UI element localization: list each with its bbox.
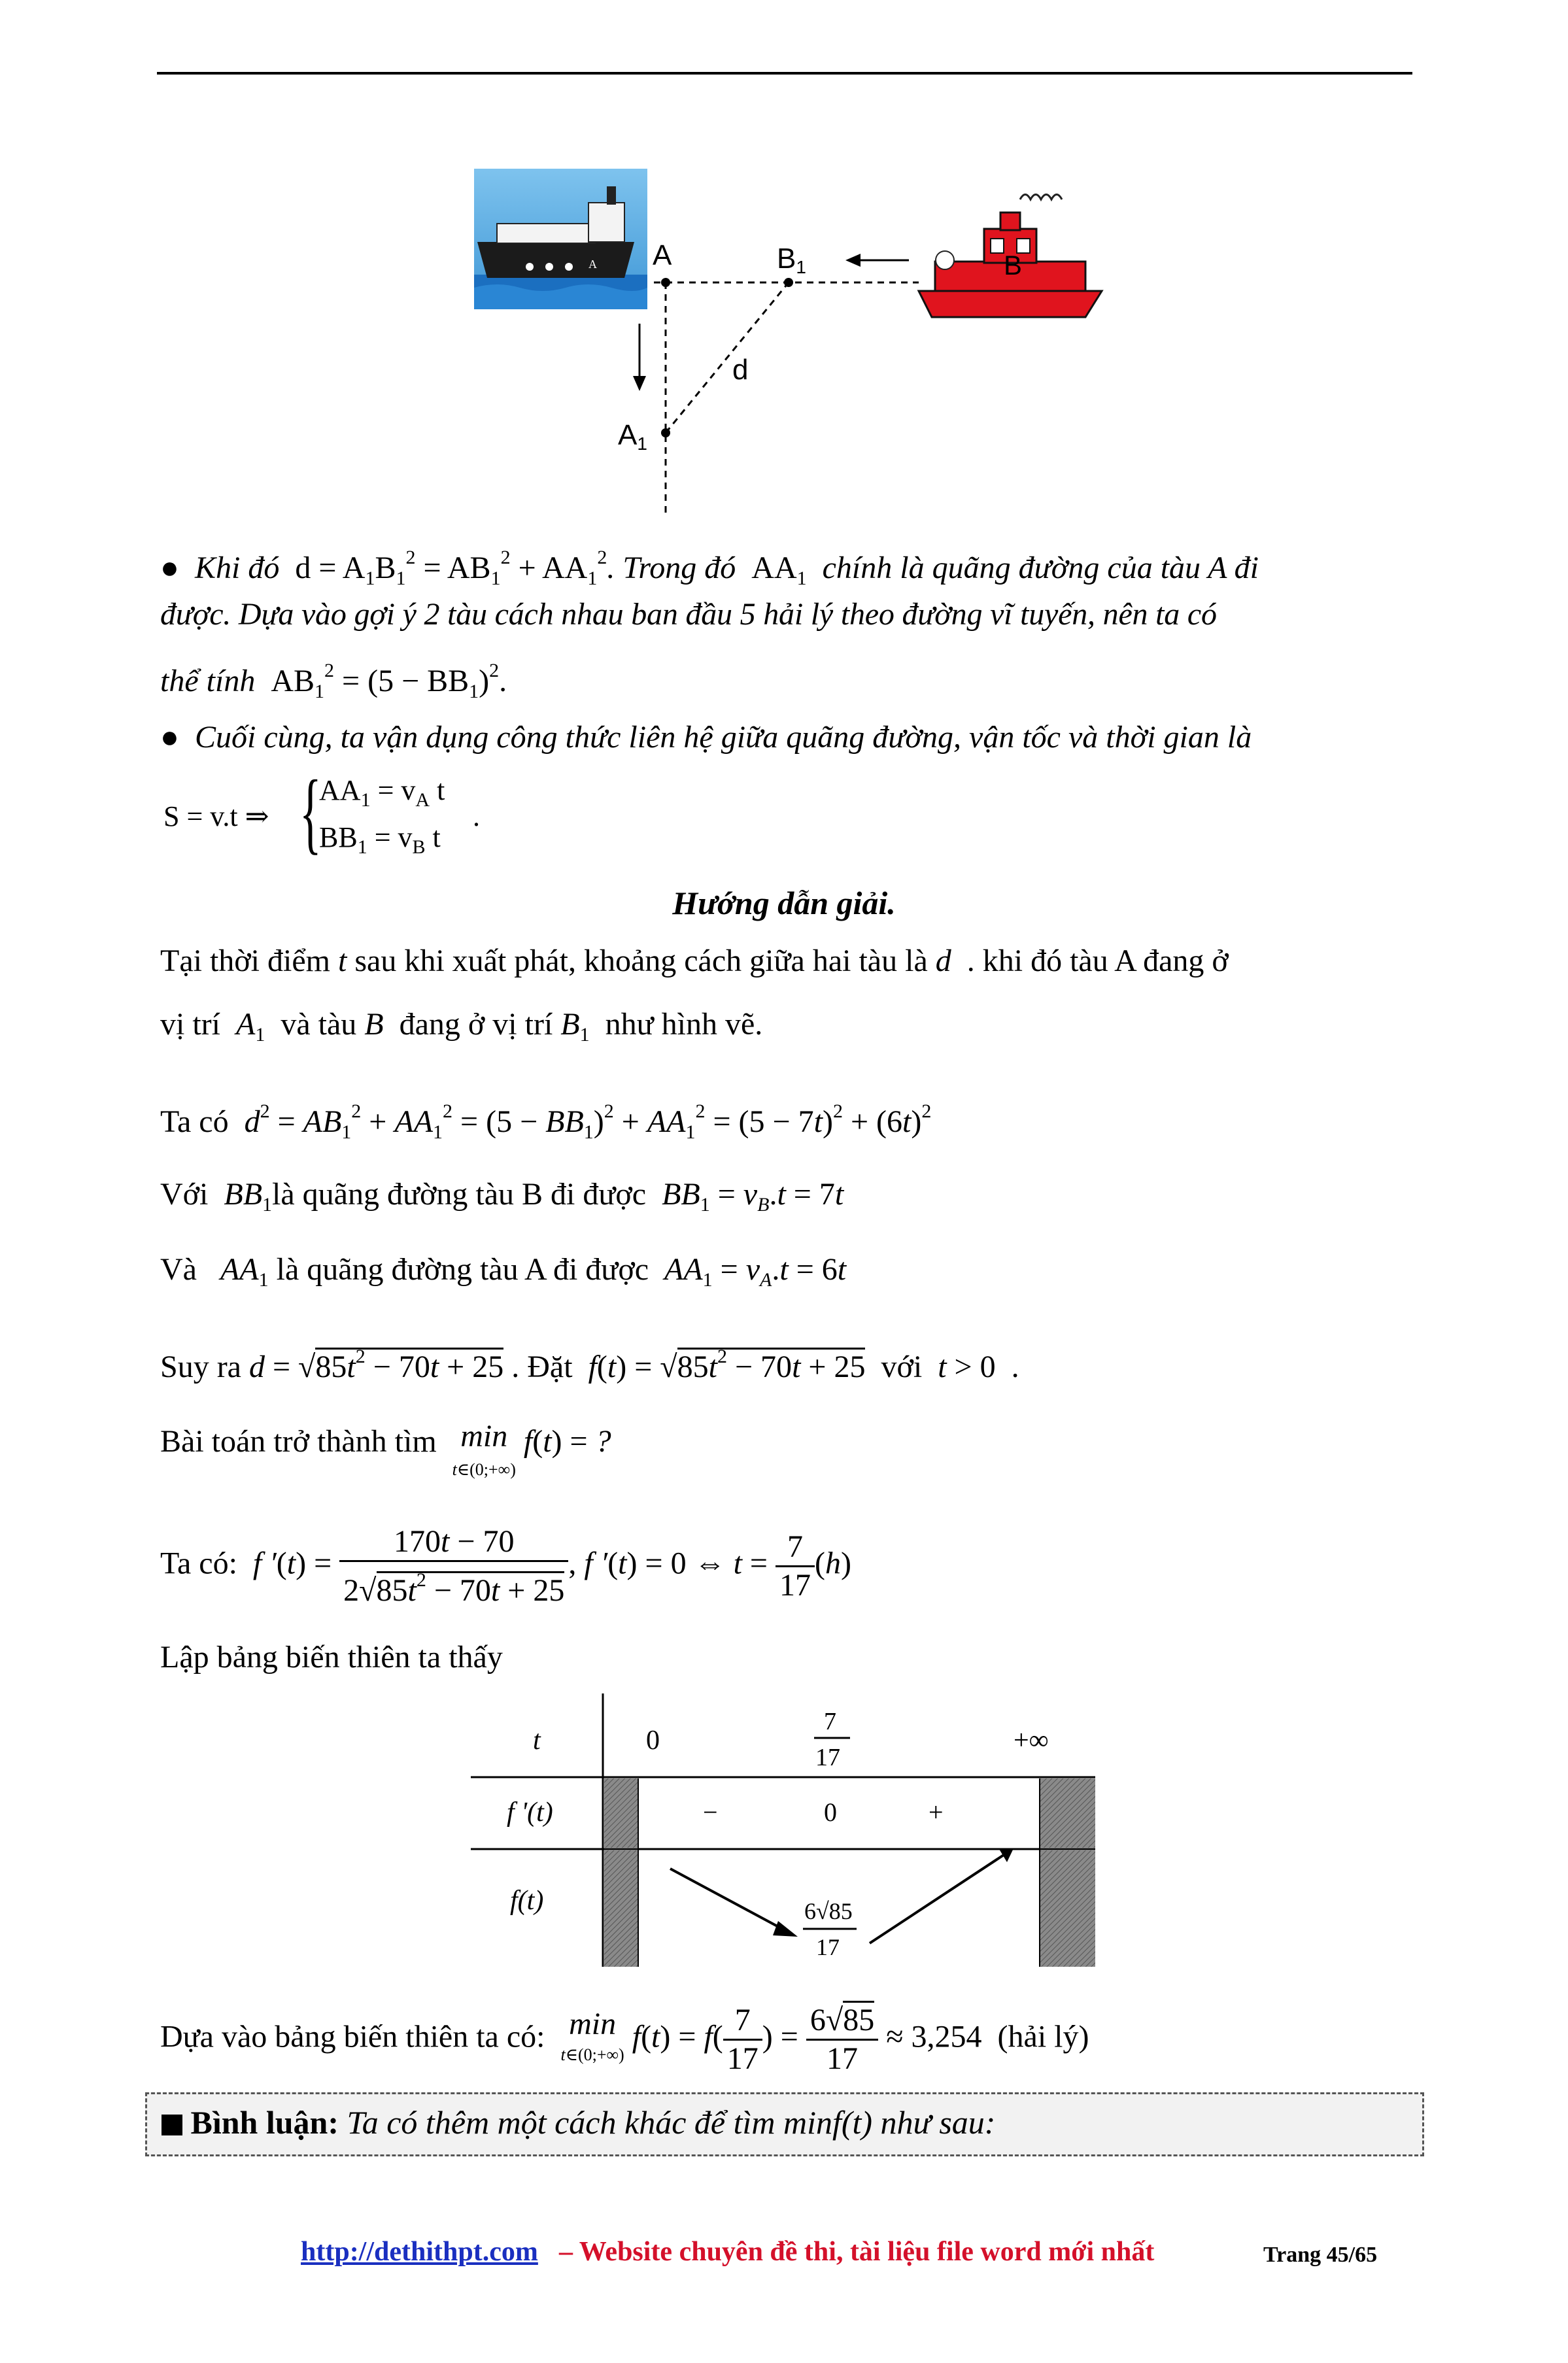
comment-box (145, 2092, 1424, 2156)
label-a1: A1 (618, 419, 647, 454)
para1-line1: ● Khi đó $d = A_1B_1^2 = AB_1^2 + AA_1^2$. Trong đó $AA_1$ chính là quãng đường của tàu A đi (160, 547, 1259, 589)
para1-line2: được. Dựa vào gợi ý 2 tàu cách nhau ban đầu 5 hải lý theo đường vĩ tuyến, nên ta có (160, 597, 1217, 632)
label-b: B (1004, 250, 1023, 280)
para2-line1: ● Cuối cùng, ta vận dụng công thức liên hệ giữa quãng đường, vận tốc và thời gian là (160, 720, 1252, 755)
page-number: Trang 45/65 (1263, 2243, 1378, 2267)
footer-text: – Website chuyên đề thi, tài liệu file word mới nhất (559, 2237, 1155, 2267)
row-label-fprime: f '(t) (507, 1797, 553, 1828)
sign-plus: + (929, 1797, 944, 1827)
sol-line6: Suy ra $d = √85t^2 - 70t + 25$ . Đặt $f(t) = √85t^2 - 70t + 25$ với t > 0 . (160, 1346, 1019, 1384)
min-value-den: 17 (816, 1934, 840, 1960)
row-label-t: t (533, 1726, 541, 1756)
sign-zero: 0 (824, 1797, 837, 1827)
ship-a-image (474, 169, 647, 309)
comment-label: Bình luận: (190, 2104, 339, 2141)
sol-line7: Bài toán trở thành tìm min t∈(0;+∞) f(t) = ? (160, 1419, 611, 1479)
sol-line1: Tại thời điểm t sau khi xuất phát, khoảng cách giữa hai tàu là d . khi đó tàu A đang ở (160, 944, 1229, 978)
label-b1: B1 (777, 243, 806, 277)
sol-line4: Với $BB_1là$ quãng đường tàu B đi được $BB_1 = v_B.t = 7t$ (160, 1177, 844, 1216)
para1-line3: thể tính $AB_1^2 = (5 - BB_1)^2$. (160, 660, 507, 702)
ship-a-letter: A (588, 258, 597, 271)
header-rule (157, 72, 1412, 75)
row-label-f: f(t) (510, 1886, 544, 1916)
footer-link[interactable]: http://dethithpt.com (301, 2237, 538, 2267)
variation-table (471, 1693, 1099, 1968)
sol-line8: Ta có: f ′(t) = $\frac{170t - 70}{2√85t^2 - 70t + 25}$ , f ′(t) = 0 ⇔ t = $\frac{7}{17}$ (h) (160, 1524, 851, 1608)
sol-line2: vị trí $A_1$ và tàu B đang ở vị trí $B_1$ như hình vẽ. (160, 1007, 763, 1046)
label-a: A (653, 239, 672, 271)
label-d: d (732, 354, 749, 386)
sign-minus: − (703, 1797, 718, 1827)
square-bullet-icon (162, 2115, 182, 2135)
ships-diagram (458, 163, 1112, 530)
t-infinity: +∞ (1014, 1726, 1049, 1756)
t-zero: 0 (646, 1726, 660, 1756)
sol-line5: Và $AA_1$ là quãng đường tàu A đi được $AA_1 = v_A.t = 6t$ (160, 1252, 847, 1291)
sol-line3: Ta có $d^2 = AB_1^2 + AA_1^2 = (5 - BB_1)^2 + AA_1^2 = (5 - 7t)^2 + (6t)^2$ (160, 1100, 932, 1143)
sol-line10: Dựa vào bảng biến thiên ta có: min t∈(0;+∞) f(t) = f( $\frac{7}{17}$ ) = $\frac{6√85}{17}$ ≈ 3,254 (hải lý) (160, 2002, 1089, 2077)
solution-heading: Hướng dẫn giải. (672, 885, 896, 921)
t-frac-den: 17 (815, 1744, 840, 1771)
comment-text: Ta có thêm một cách khác để tìm minf(t) như sau: (347, 2104, 996, 2141)
sol-line9: Lập bảng biến thiên ta thấy (160, 1640, 503, 1674)
comment-content (162, 2103, 995, 2141)
min-value-num: 6√85 (804, 1898, 853, 1924)
t-frac-num: 7 (824, 1708, 836, 1735)
